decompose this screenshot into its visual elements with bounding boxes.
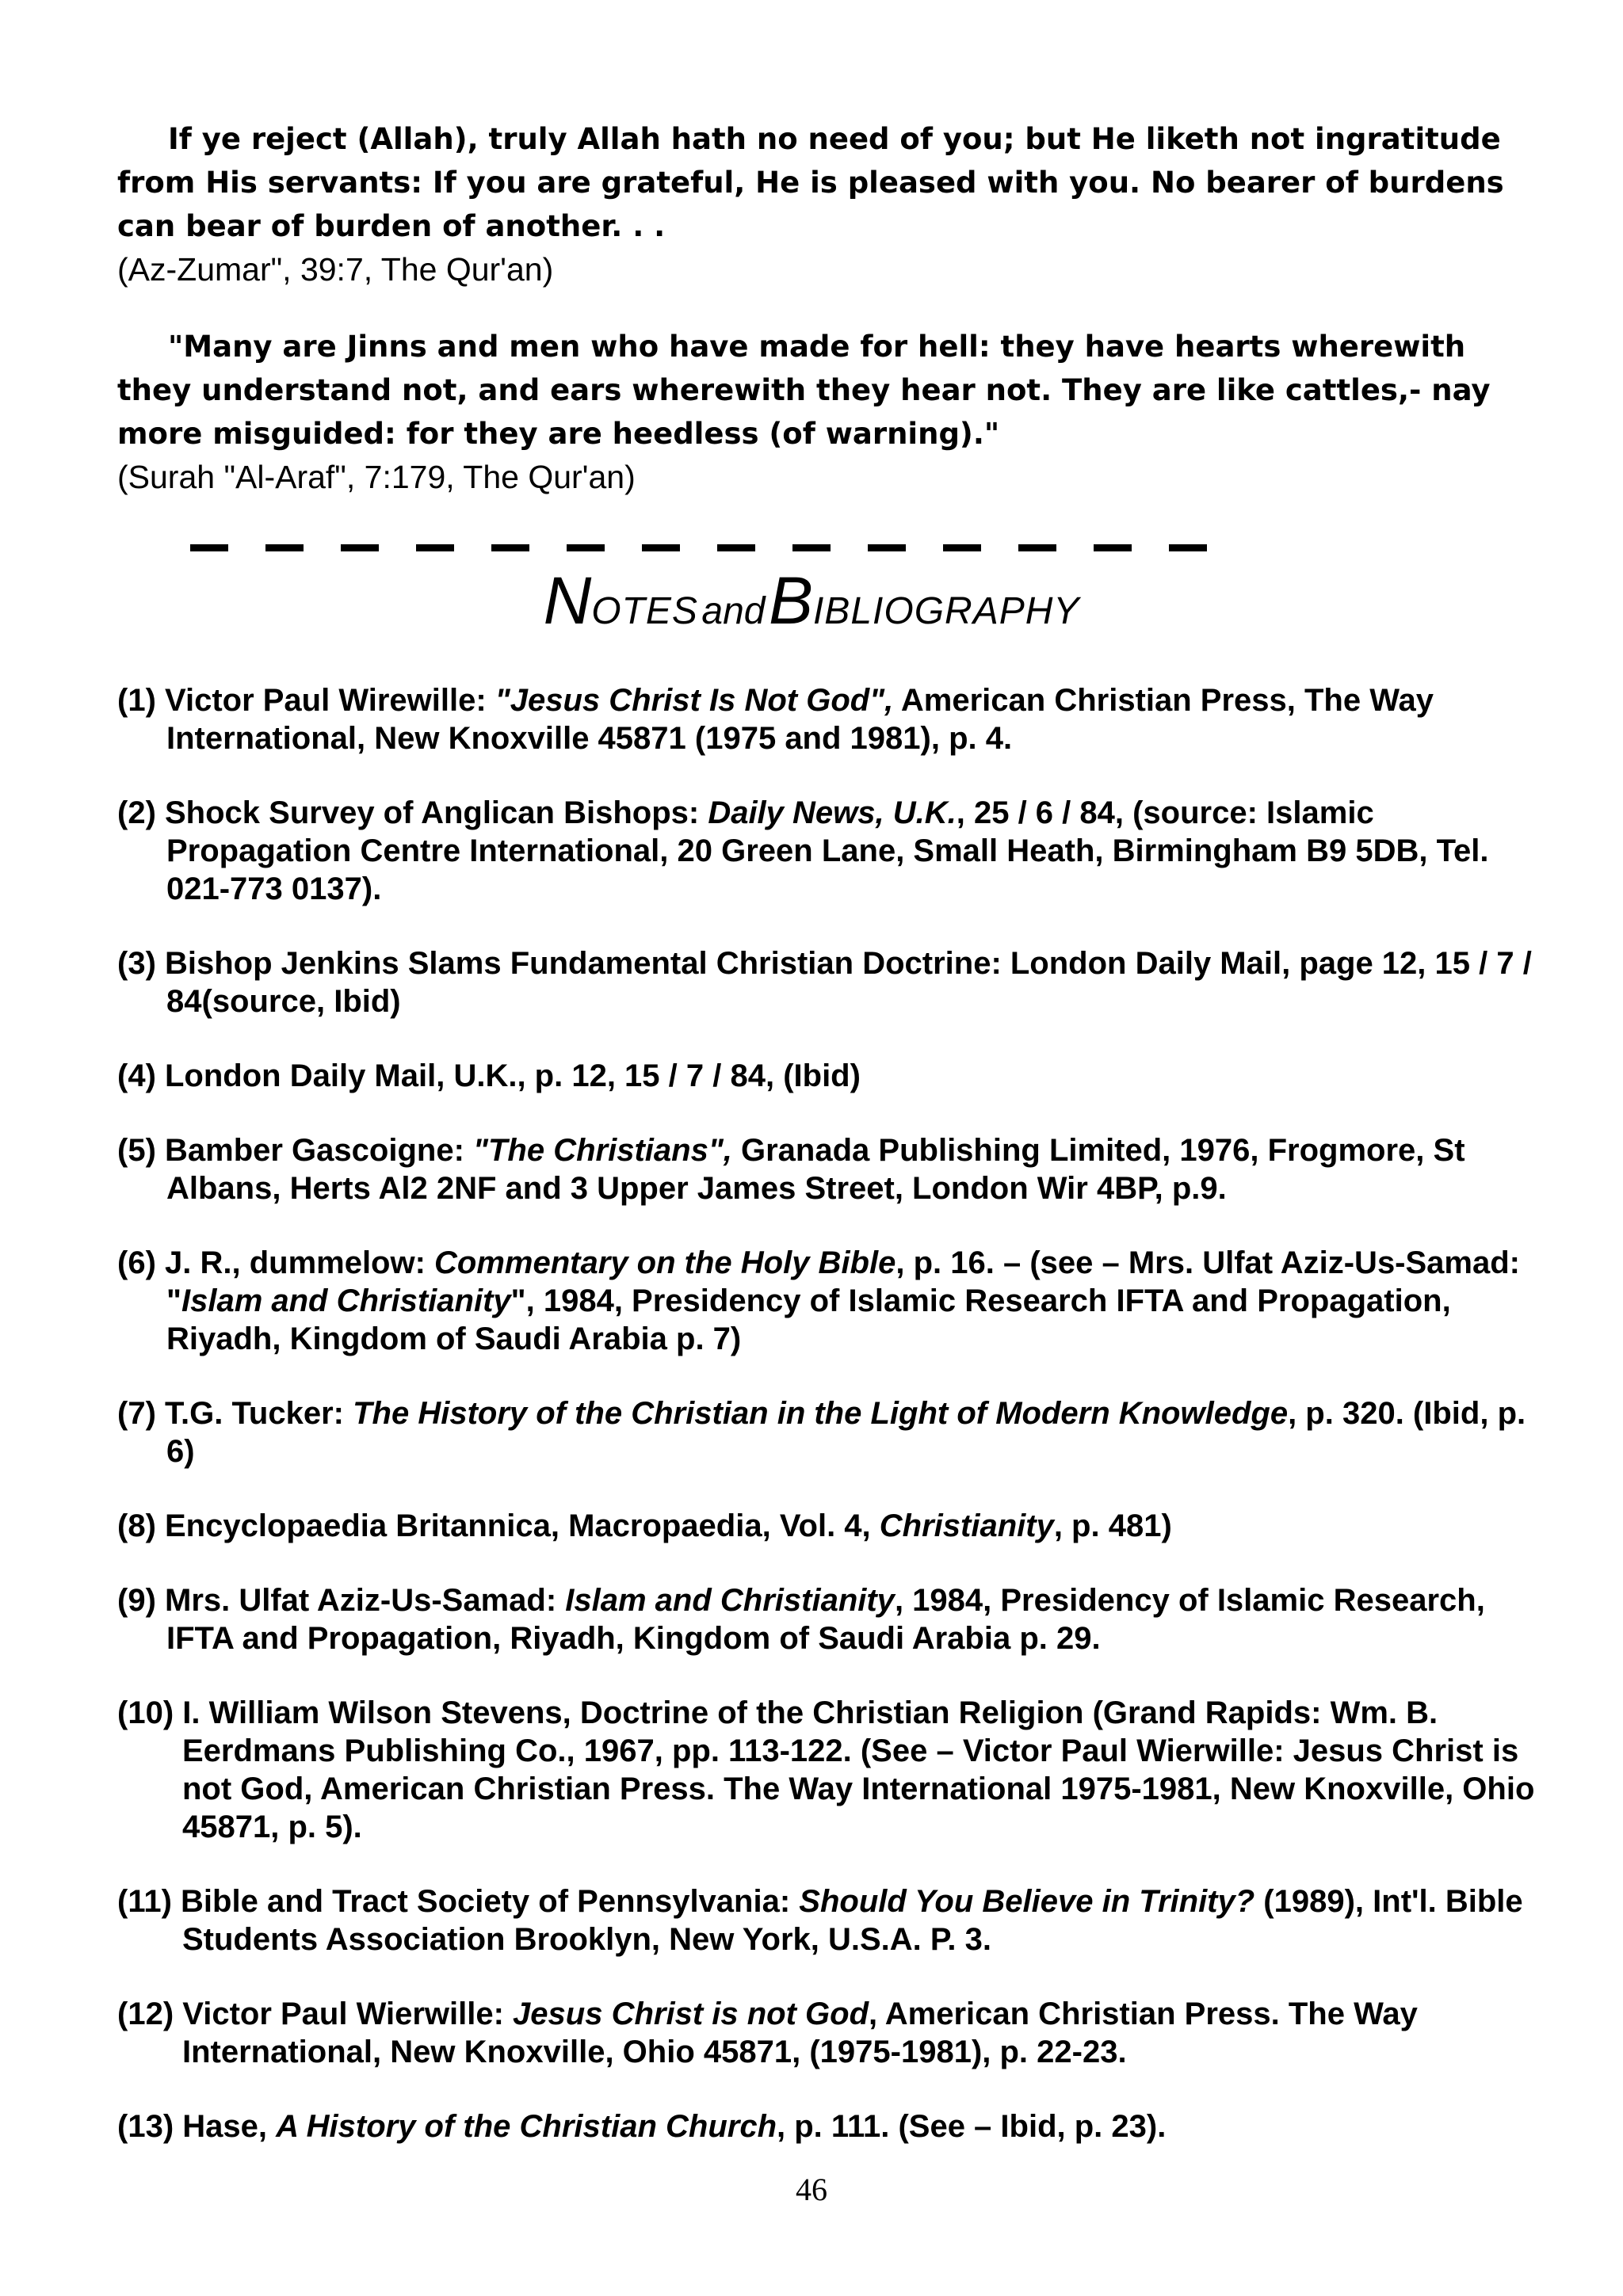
entry-title-italic: A History of the Christian Church <box>276 2109 777 2144</box>
entry-text: (3) Bishop Jenkins Slams Fundamental Christian Doctrine: London Daily Mail, page 12, 15 / 7 / 84(source, Ibid) <box>117 946 1532 1019</box>
bibliography-entry <box>117 1244 1536 1358</box>
bibliography-entry <box>117 1694 1536 1846</box>
bibliography-entry <box>117 1581 1536 1657</box>
entry-text: (5) Bamber Gascoigne: <box>117 1133 474 1168</box>
bibliography-entry <box>117 1057 1536 1095</box>
entry-text: (11) Bible and Tract Society of Pennsylvania: <box>117 1884 800 1919</box>
separator-dash <box>1169 544 1207 551</box>
dashed-separator <box>190 544 1220 552</box>
bibliography-entry <box>117 681 1536 757</box>
separator-dash <box>1018 544 1056 551</box>
entry-text: (4) London Daily Mail, U.K., p. 12, 15 / 7 / 84, (Ibid) <box>117 1058 861 1093</box>
bibliography-entry <box>117 794 1536 908</box>
entry-text: Granada Publishing Limited, 1976, Frogmore, St Albans, Herts Al2 2NF and 3 Upper James Street, London Wir 4BP, p.9. <box>166 1133 1465 1206</box>
entry-title-italic: Jesus Christ is not God <box>513 1997 869 2031</box>
separator-dash <box>416 544 454 551</box>
separator-dash <box>190 544 228 551</box>
separator-dash <box>341 544 379 551</box>
entry-text: (13) Hase, <box>117 2109 277 2144</box>
bibliography-entry <box>117 1995 1536 2071</box>
quote-block-zumar <box>117 117 1512 292</box>
page-number: 46 <box>796 2172 827 2207</box>
entry-text: ", 1984, Presidency of Islamic Research IFTA and Propagation, Riyadh, Kingdom of Saudi Arabia p. 7) <box>166 1283 1451 1356</box>
separator-dash <box>717 544 755 551</box>
separator-dash <box>491 544 529 551</box>
bibliography-entry <box>117 1394 1536 1470</box>
separator-dash <box>265 544 304 551</box>
quote-text: If ye reject (Allah), truly Allah hath no need of you; but He liketh not ingratitude from His servants: If you are grateful, He is pleased with you. No bearer of burdens can bear of burden of another. . . <box>117 122 1504 243</box>
entry-text: (10) I. William Wilson Stevens, Doctrine of the Christian Religion (Grand Rapids: Wm. B. Eerdmans Publishing Co., 1967, pp. 113-122. (See – Victor Paul Wierwille: Jesus Christ is not God, American Christian Press. The Way International 1975-1981, New Knoxville, Ohio 45871, p. 5). <box>117 1695 1535 1844</box>
entry-text: (1) Victor Paul Wirewille: <box>117 683 495 718</box>
entry-text: (8) Encyclopaedia Britannica, Macropaedia, Vol. 4, <box>117 1508 880 1543</box>
heading-word-notes: OTES <box>591 590 698 632</box>
bibliography-entry <box>117 1507 1536 1545</box>
separator-dash <box>868 544 906 551</box>
entry-text: (12) Victor Paul Wierwille: <box>117 1997 514 2031</box>
quote-source: (Surah "Al-Araf", 7:179, The Qur'an) <box>117 459 636 495</box>
entry-title-italic: "The Christians", <box>473 1133 732 1168</box>
entry-text: , p. 111. (See – Ibid, p. 23). <box>777 2109 1167 2144</box>
entry-text: , American Christian Press. The Way International, New Knoxville, Ohio 45871, (1975-1981), p. 22-23. <box>182 1997 1418 2069</box>
entry-text: (9) Mrs. Ulfat Aziz-Us-Samad: <box>117 1583 566 1618</box>
separator-dash <box>792 544 831 551</box>
entry-title-italic: "Jesus Christ Is Not God", <box>495 683 894 718</box>
separator-dash <box>943 544 981 551</box>
bibliography-entry <box>117 1131 1536 1207</box>
bibliography-entry <box>117 1882 1536 1958</box>
separator-dash <box>567 544 605 551</box>
entry-text: American Christian Press, The Way International, New Knoxville 45871 (1975 and 1981), p. 4. <box>166 683 1434 756</box>
heading-joiner: and <box>701 590 766 632</box>
entry-text: (1989), Int'l. Bible Students Association Brooklyn, New York, U.S.A. P. 3. <box>182 1884 1523 1957</box>
heading-cap-n: N <box>543 563 592 638</box>
section-heading <box>0 563 1623 639</box>
entry-text: (7) T.G. Tucker: <box>117 1396 353 1431</box>
entry-title-italic: The History of the Christian in the Light of Modern Knowledge <box>353 1396 1289 1431</box>
entry-title-italic: Islam and Christianity <box>181 1283 511 1318</box>
quote-text: "Many are Jinns and men who have made for hell: they have hearts wherewith they understand not, and ears wherewith they hear not. They are like cattles,- nay more misguided: for they are heedless (of warning)." <box>117 330 1491 451</box>
heading-cap-b: B <box>768 563 813 638</box>
entry-title-italic: Commentary on the Holy Bible <box>434 1245 896 1280</box>
quote-source: (Az-Zumar", 39:7, The Qur'an) <box>117 251 554 288</box>
entry-title-italic: Islam and Christianity <box>565 1583 895 1618</box>
entry-title-italic: Should You Believe in Trinity? <box>799 1884 1255 1919</box>
quote-block-araf <box>117 325 1512 499</box>
entry-text: (2) Shock Survey of Anglican Bishops: <box>117 795 708 830</box>
entry-text: , p. 481) <box>1053 1508 1172 1543</box>
entry-text: , 25 / 6 / 84, (source: Islamic Propagation Centre International, 20 Green Lane, Small Heath, Birmingham B9 5DB, Tel. 021-773 0137). <box>166 795 1489 906</box>
separator-dash <box>642 544 680 551</box>
entry-text: (6) J. R., dummelow: <box>117 1245 435 1280</box>
bibliography-entry <box>117 2107 1536 2145</box>
entry-text: , p. 16. – (see – Mrs. Ulfat Aziz-Us-Samad: " <box>166 1245 1520 1318</box>
entry-title-italic: Daily News, U.K. <box>708 795 957 830</box>
entry-text: , p. 320. (Ibid, p. 6) <box>166 1396 1526 1469</box>
entry-text: , 1984, Presidency of Islamic Research, IFTA and Propagation, Riyadh, Kingdom of Saudi Arabia p. 29. <box>166 1583 1485 1656</box>
entry-title-italic: Christianity <box>879 1508 1054 1543</box>
separator-dash <box>1094 544 1132 551</box>
notes-list <box>117 681 1536 2182</box>
heading-word-bibliography: IBLIOGRAPHY <box>812 590 1080 632</box>
bibliography-entry <box>117 944 1536 1020</box>
